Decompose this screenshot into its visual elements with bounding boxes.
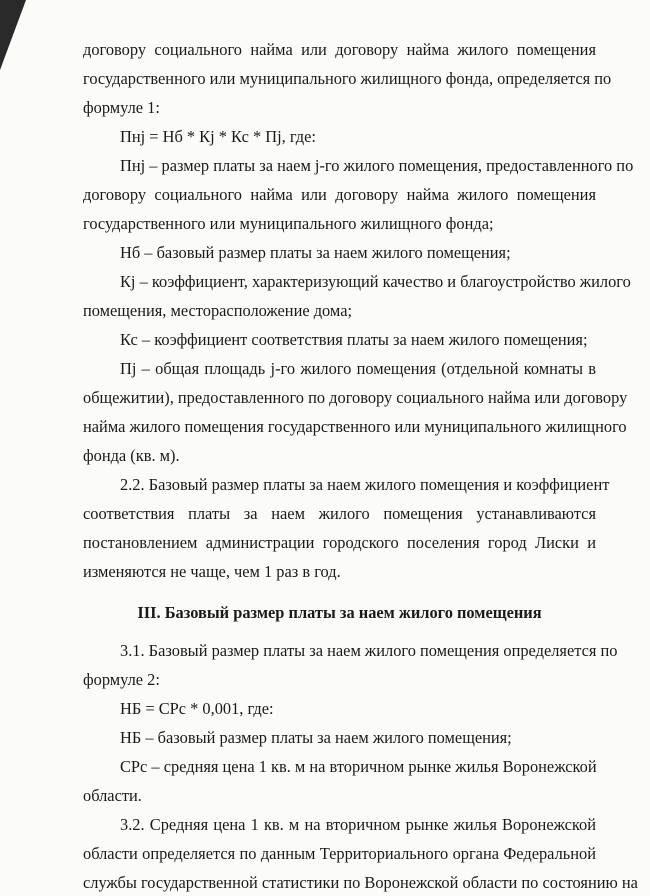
- text-line: фонда (кв. м).: [83, 446, 180, 465]
- text-line: 2.2. Базовый размер платы за наем жилого помещения и коэффициент: [120, 475, 610, 494]
- text-line: соответствия платы за наем жилого помещения устанавливаются: [83, 504, 596, 523]
- section-heading: III. Базовый размер платы за наем жилого помещения: [137, 603, 542, 622]
- text-line: 3.1. Базовый размер платы за наем жилого помещения определяется по: [120, 641, 618, 660]
- text-line: Пj – общая площадь j-го жилого помещения (отдельной комнаты в: [120, 359, 596, 378]
- text-line: Нб – базовый размер платы за наем жилого помещения;: [120, 243, 511, 262]
- text-line: постановлением администрации городского поселения город Лиски и: [83, 533, 596, 552]
- text-line: помещения, месторасположение дома;: [83, 301, 353, 320]
- text-line: 3.2. Средняя цена 1 кв. м на вторичном рынке жилья Воронежской: [120, 815, 596, 834]
- text-line: области.: [83, 786, 142, 805]
- text-line: Кj – коэффициент, характеризующий качество и благоустройство жилого: [120, 272, 631, 291]
- text-line: Кс – коэффициент соответствия платы за наем жилого помещения;: [120, 330, 588, 349]
- text-line: общежитии), предоставленного по договору социального найма или договору: [83, 388, 628, 407]
- text-line: Пнj – размер платы за наем j-го жилого помещения, предоставленного по: [120, 156, 634, 175]
- text-line: формуле 2:: [83, 670, 160, 689]
- text-line: СРс – средняя цена 1 кв. м на вторичном рынке жилья Воронежской: [120, 757, 597, 776]
- text-line: государственного или муниципального жилищного фонда, определяется по: [83, 69, 612, 88]
- text-line: государственного или муниципального жилищного фонда;: [83, 214, 494, 233]
- text-line: НБ – базовый размер платы за наем жилого помещения;: [120, 728, 512, 747]
- formula-2: НБ = СРс * 0,001, где:: [120, 699, 274, 718]
- text-line: изменяются не чаще, чем 1 раз в год.: [83, 562, 341, 581]
- text-line: найма жилого помещения государственного или муниципального жилищного: [83, 417, 627, 436]
- text-line: договору социального найма или договору найма жилого помещения: [83, 40, 596, 59]
- text-line: области определяется по данным Территориального органа Федеральной: [83, 844, 596, 863]
- text-line: договору социального найма или договору найма жилого помещения: [83, 185, 596, 204]
- text-line: службы государственной статистики по Воронежской области по состоянию на: [83, 873, 638, 892]
- formula-1: Пнj = Нб * Кj * Кс * Пj, где:: [120, 127, 316, 146]
- text-line: формуле 1:: [83, 98, 160, 117]
